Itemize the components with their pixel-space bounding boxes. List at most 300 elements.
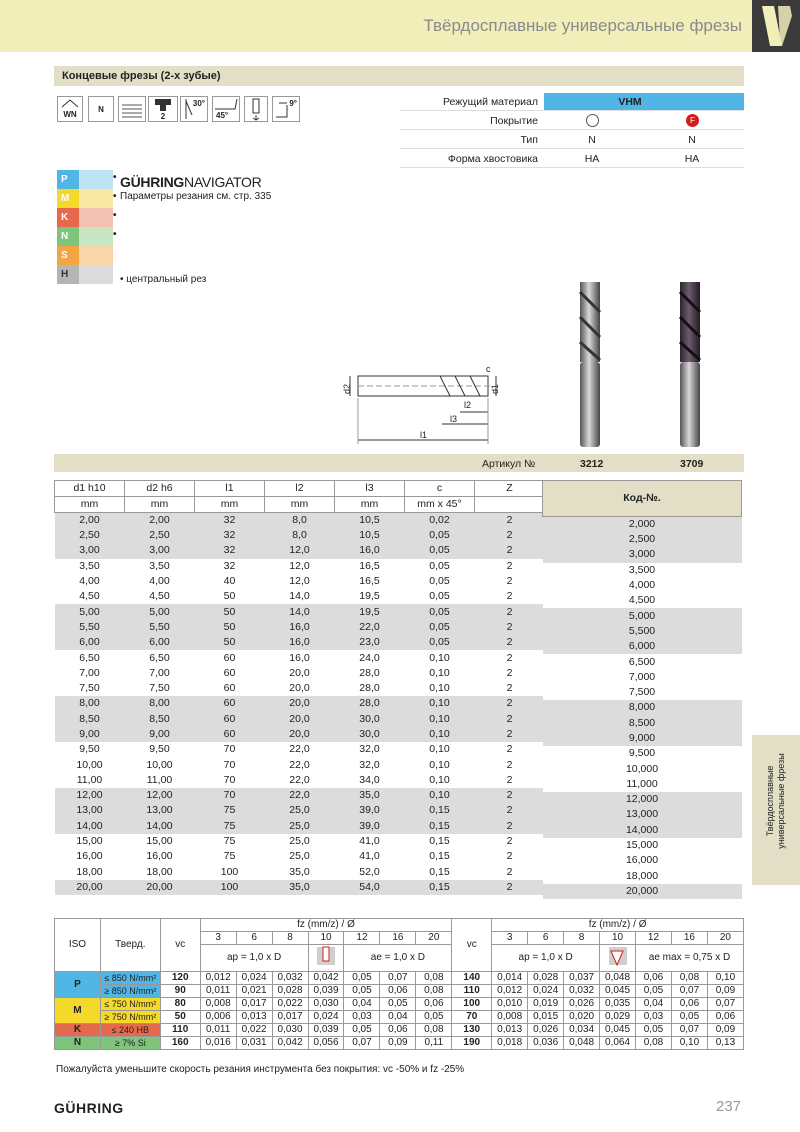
table-cell: 2	[506, 529, 513, 542]
cutting-row	[55, 1037, 744, 1050]
table-cell: 0,05	[429, 636, 450, 649]
table-cell: 0,10	[429, 728, 450, 740]
table-cell: 100	[220, 865, 239, 878]
table-cell: 20,00	[146, 880, 173, 893]
fz-cell: 0,032	[564, 985, 600, 998]
table-cell: 0,05	[429, 529, 450, 542]
table-cell: 2	[506, 590, 513, 603]
table-cell: 13,00	[76, 804, 103, 817]
table-cell: 60	[223, 682, 236, 695]
table-cell: 6,50	[79, 651, 100, 664]
center-cut-note: • центральный рез	[120, 274, 207, 285]
fz-cell: 0,012	[200, 972, 236, 985]
table-cell: 18,00	[146, 865, 173, 878]
fz-cell: 0,028	[528, 972, 564, 985]
iso-group-n	[57, 227, 117, 246]
table-cell: 75	[223, 835, 236, 848]
table-row	[55, 528, 545, 543]
prop-row-type	[400, 131, 744, 149]
table-cell: 8,50	[149, 712, 170, 725]
fz-cell: 0,028	[272, 985, 308, 998]
fz-cell: 0,011	[200, 985, 236, 998]
code-cell[interactable]: 7,000	[628, 670, 656, 683]
table-cell: 34,0	[359, 773, 380, 786]
fz-cell: 0,09	[380, 1037, 416, 1050]
fz-cell: 0,022	[272, 998, 308, 1011]
iso-group-m	[57, 189, 117, 208]
vc-cell: 110	[452, 985, 492, 998]
table-cell: 60	[223, 697, 236, 710]
table-cell: 5,50	[79, 620, 100, 633]
table-cell: 32,0	[359, 758, 380, 771]
table-row	[55, 513, 545, 529]
vc-cell: 190	[452, 1037, 492, 1050]
prop-row-shank	[400, 150, 744, 168]
iso-group-cell: M	[55, 998, 101, 1024]
fz-cell: 0,03	[344, 1011, 380, 1024]
table-cell: 52,0	[359, 865, 380, 878]
table-cell: 5,00	[79, 605, 100, 618]
table-cell: 60	[223, 712, 236, 725]
table-cell: 0,10	[429, 789, 450, 802]
table-cell: 8,50	[79, 712, 100, 725]
prop-label: Режущий материал	[443, 96, 538, 108]
fz-cell: 0,05	[344, 972, 380, 985]
side-tab-label: Твёрдосплавные универсальные фрезы	[765, 753, 786, 849]
table-cell: 0,10	[429, 651, 450, 664]
fz-cell: 0,013	[236, 1011, 272, 1024]
code-cell[interactable]: 7,500	[628, 686, 656, 699]
vc-header: vc	[452, 919, 492, 972]
table-cell: 19,5	[359, 590, 380, 603]
fz-cell: 0,014	[492, 972, 528, 985]
column-header: l1	[195, 481, 265, 497]
table-cell: 16,0	[289, 620, 310, 633]
fz-cell: 0,064	[600, 1037, 636, 1050]
code-cell[interactable]: 3,500	[628, 563, 656, 576]
fz-cell: 0,09	[707, 985, 743, 998]
coating-f-icon: F	[686, 114, 699, 127]
table-cell: 0,10	[429, 773, 450, 786]
fz-cell: 0,030	[308, 998, 344, 1011]
code-row	[543, 608, 742, 623]
table-cell: 0,10	[429, 743, 450, 756]
fz-cell: 0,030	[272, 1024, 308, 1037]
table-cell: 2,50	[149, 529, 170, 542]
iso-key: H	[61, 269, 69, 280]
table-cell: 16,0	[289, 651, 310, 664]
table-cell: 9,00	[79, 728, 100, 740]
tool-photo-coated	[670, 282, 710, 447]
diameter-header: 10	[308, 932, 344, 945]
code-cell[interactable]: 5,000	[628, 609, 656, 622]
fz-cell: 0,048	[600, 972, 636, 985]
column-header: d1 h10	[55, 481, 125, 497]
page-number: 237	[716, 1098, 742, 1115]
iso-key: S	[61, 250, 68, 261]
table-cell: 60	[223, 666, 236, 679]
table-row	[55, 773, 545, 788]
side-tab	[752, 735, 800, 885]
chamfer-45-icon: 45°	[212, 96, 240, 122]
table-cell: 30,0	[359, 712, 380, 725]
table-cell: 11,00	[146, 773, 173, 786]
column-unit: mm	[335, 497, 405, 513]
table-cell: 0,15	[429, 819, 450, 832]
code-row	[543, 578, 742, 593]
center-cut-icon	[244, 96, 268, 122]
vc-cell: 110	[160, 1024, 200, 1037]
code-cell[interactable]: 9,000	[628, 732, 656, 744]
article-label: Артикул №	[482, 458, 536, 470]
table-cell: 0,05	[429, 605, 450, 618]
fz-cell: 0,037	[564, 972, 600, 985]
iso-key: K	[61, 212, 69, 223]
diameter-header: 3	[200, 932, 236, 945]
vc-cell: 130	[452, 1024, 492, 1037]
fz-cell: 0,008	[200, 998, 236, 1011]
hardness-cell: ≤ 240 HB	[100, 1024, 160, 1037]
article-bar	[54, 454, 744, 472]
table-cell: 70	[223, 773, 236, 786]
code-header: Код-№.	[543, 481, 742, 517]
fz-cell: 0,056	[308, 1037, 344, 1050]
diameter-header: 3	[492, 932, 528, 945]
table-cell: 22,0	[289, 758, 310, 771]
table-row	[55, 803, 545, 818]
fz-cell: 0,018	[492, 1037, 528, 1050]
table-cell: 13,00	[146, 804, 173, 817]
cutting-row	[55, 1024, 744, 1037]
table-cell: 2,00	[79, 514, 100, 526]
fz-cell: 0,045	[600, 1024, 636, 1037]
fz-cell: 0,026	[564, 998, 600, 1011]
table-cell: 5,50	[149, 620, 170, 633]
table-cell: 9,50	[149, 743, 170, 756]
table-cell: 12,00	[76, 789, 103, 802]
table-cell: 9,50	[79, 743, 100, 756]
code-cell[interactable]: 14,000	[625, 823, 659, 836]
code-row	[543, 532, 742, 547]
code-cell[interactable]: 4,500	[628, 594, 656, 607]
code-cell[interactable]: 20,000	[625, 884, 659, 897]
cutting-note: Пожалуйста уменьшите скорость резания инструмента без покрытия: vc -50% и fz -25%	[56, 1064, 465, 1075]
table-cell: 0,05	[429, 544, 450, 557]
code-cell[interactable]: 3,000	[628, 548, 656, 561]
fz-header: fz (mm/z) / Ø	[492, 919, 744, 932]
label-l1: l1	[420, 430, 428, 440]
hardness-cell: ≥ 7% Si	[100, 1037, 160, 1050]
table-cell: 50	[223, 620, 236, 633]
fz-cell: 0,06	[416, 998, 452, 1011]
table-cell: 35,0	[289, 865, 310, 878]
table-cell: 0,10	[429, 682, 450, 695]
label-l3: l3	[450, 414, 458, 424]
table-cell: 0,10	[429, 712, 450, 725]
code-row	[543, 700, 742, 715]
code-cell[interactable]: 11,000	[626, 777, 658, 790]
vc-cell: 160	[160, 1037, 200, 1050]
fz-cell: 0,045	[600, 985, 636, 998]
table-cell: 0,15	[429, 850, 450, 863]
table-cell: 75	[223, 804, 236, 817]
table-cell: 2	[506, 514, 513, 526]
table-cell: 2	[506, 758, 513, 771]
code-row	[543, 654, 742, 669]
ap-left: ap = 1,0 x D	[200, 945, 308, 972]
table-cell: 2,00	[149, 514, 170, 526]
code-row	[543, 869, 742, 884]
code-row	[543, 761, 742, 776]
code-row	[543, 884, 742, 899]
iso-suitable-dot: •	[113, 210, 117, 221]
fz-cell: 0,07	[707, 998, 743, 1011]
code-row	[543, 593, 742, 608]
code-cell[interactable]: 10,000	[625, 762, 659, 775]
fz-cell: 0,04	[344, 998, 380, 1011]
n-type-icon: N	[88, 96, 114, 122]
cutting-table	[54, 918, 744, 1050]
prop-value-2: N	[688, 134, 696, 146]
diameter-header: 16	[671, 932, 707, 945]
table-cell: 0,10	[429, 666, 450, 679]
helix-30-icon: 30°	[180, 96, 208, 122]
table-cell: 54,0	[359, 880, 380, 893]
table-cell: 12,0	[289, 544, 310, 557]
table-cell: 3,50	[149, 559, 170, 572]
code-cell[interactable]: 5,500	[628, 624, 656, 637]
iso-group-h	[57, 265, 113, 284]
table-cell: 2	[506, 697, 513, 710]
iso-group-k	[57, 208, 117, 227]
table-cell: 2	[506, 773, 513, 786]
table-cell: 70	[223, 758, 236, 771]
table-cell: 20,0	[289, 728, 310, 740]
table-cell: 28,0	[359, 697, 380, 710]
fz-cell: 0,08	[416, 985, 452, 998]
brand-stripes-icon	[752, 0, 800, 52]
fz-cell: 0,08	[671, 972, 707, 985]
code-row	[543, 823, 742, 838]
table-cell: 20,0	[289, 712, 310, 725]
side-cut-icon	[600, 945, 636, 972]
table-cell: 35,0	[359, 789, 380, 802]
table-row	[55, 727, 545, 742]
table-row	[55, 696, 545, 711]
table-row	[55, 559, 545, 574]
column-header: l3	[335, 481, 405, 497]
vc-cell: 140	[452, 972, 492, 985]
code-cell[interactable]: 8,500	[628, 716, 656, 729]
table-cell: 0,05	[429, 620, 450, 633]
iso-key: N	[61, 231, 69, 242]
table-cell: 22,0	[289, 773, 310, 786]
table-cell: 2	[506, 666, 513, 679]
table-cell: 14,0	[289, 590, 310, 603]
table-cell: 25,0	[289, 835, 310, 848]
table-row	[55, 620, 545, 635]
fz-cell: 0,04	[636, 998, 672, 1011]
table-cell: 0,05	[429, 575, 450, 588]
column-header: Z	[475, 481, 545, 497]
table-cell: 2	[506, 636, 513, 649]
code-cell[interactable]: 8,000	[628, 701, 656, 714]
table-cell: 23,0	[359, 636, 380, 649]
table-cell: 18,00	[76, 865, 103, 878]
iso-group-cell: N	[55, 1037, 101, 1050]
fz-cell: 0,07	[380, 972, 416, 985]
table-cell: 32	[223, 559, 236, 572]
fz-cell: 0,05	[416, 1011, 452, 1024]
fz-cell: 0,13	[707, 1037, 743, 1050]
surface-icon	[118, 96, 146, 122]
fz-cell: 0,039	[308, 985, 344, 998]
cutting-row	[55, 985, 744, 998]
table-cell: 2	[506, 835, 513, 848]
prop-value-1: VHM	[618, 96, 642, 108]
table-cell: 39,0	[359, 804, 380, 817]
table-cell: 8,00	[79, 697, 100, 710]
table-cell: 2	[506, 559, 513, 572]
table-cell: 41,0	[359, 835, 380, 848]
fz-cell: 0,020	[564, 1011, 600, 1024]
hardness-cell: ≥ 850 N/mm²	[100, 985, 160, 998]
fz-cell: 0,08	[416, 972, 452, 985]
side-mill-icon	[607, 945, 629, 967]
table-cell: 39,0	[359, 819, 380, 832]
fz-cell: 0,032	[272, 972, 308, 985]
table-cell: 2	[506, 728, 513, 740]
ap-right: ap = 1,0 x D	[492, 945, 600, 972]
fz-cell: 0,06	[671, 998, 707, 1011]
table-row	[55, 834, 545, 849]
table-cell: 12,0	[289, 575, 310, 588]
label-d2: d2	[342, 383, 353, 395]
table-row	[55, 742, 545, 757]
table-cell: 6,00	[79, 636, 100, 649]
code-cell[interactable]: 6,000	[628, 640, 656, 653]
table-cell: 15,00	[146, 835, 173, 848]
table-cell: 32	[223, 529, 236, 542]
ramp-9-icon: 9°	[272, 96, 300, 122]
prop-label: Форма хвостовика	[447, 153, 538, 165]
table-cell: 0,10	[429, 697, 450, 710]
table-row	[55, 712, 545, 727]
prop-value-2: HA	[684, 153, 700, 165]
code-cell[interactable]: 2,500	[628, 533, 656, 546]
table-cell: 19,5	[359, 605, 380, 618]
fz-cell: 0,042	[308, 972, 344, 985]
cutting-row	[55, 998, 744, 1011]
code-cell[interactable]: 12,000	[625, 793, 659, 806]
code-cell[interactable]: 15,000	[625, 839, 659, 852]
fz-cell: 0,08	[636, 1037, 672, 1050]
table-cell: 10,00	[146, 758, 173, 771]
iso-group-p	[57, 170, 117, 189]
table-cell: 2	[506, 865, 513, 878]
code-row	[543, 685, 742, 700]
column-header: d2 h6	[125, 481, 195, 497]
table-cell: 4,50	[149, 590, 170, 603]
column-unit: mm x 45°	[405, 497, 475, 513]
column-unit: mm	[125, 497, 195, 513]
code-row	[543, 777, 742, 792]
section-title: Концевые фрезы (2-х зубые)	[54, 66, 744, 86]
fz-cell: 0,08	[416, 1024, 452, 1037]
code-cell[interactable]: 9,500	[628, 747, 656, 760]
diameter-header: 20	[416, 932, 452, 945]
fz-cell: 0,042	[272, 1037, 308, 1050]
column-unit	[475, 497, 545, 513]
iso-header: ISO	[55, 919, 101, 972]
diameter-header: 8	[564, 932, 600, 945]
code-cell[interactable]: 18,000	[625, 869, 659, 882]
table-cell: 32,0	[359, 743, 380, 756]
fz-cell: 0,039	[308, 1024, 344, 1037]
fz-cell: 0,024	[308, 1011, 344, 1024]
fz-cell: 0,05	[380, 998, 416, 1011]
table-cell: 22,0	[359, 620, 380, 633]
table-cell: 20,0	[289, 697, 310, 710]
table-cell: 7,00	[149, 666, 170, 679]
table-cell: 16,0	[289, 636, 310, 649]
table-cell: 11,00	[76, 773, 103, 786]
table-row	[55, 666, 545, 681]
fz-header: fz (mm/z) / Ø	[200, 919, 452, 932]
table-cell: 16,5	[359, 559, 380, 572]
table-cell: 2	[506, 743, 513, 756]
code-cell[interactable]: 6,500	[628, 655, 656, 668]
code-row	[543, 716, 742, 731]
table-cell: 20,00	[76, 880, 103, 893]
table-cell: 0,15	[429, 804, 450, 817]
fz-cell: 0,012	[492, 985, 528, 998]
code-cell[interactable]: 2,000	[628, 518, 656, 530]
table-cell: 32	[223, 544, 236, 557]
article-3709: 3709	[680, 458, 704, 470]
slot-icon	[315, 945, 337, 967]
vc-cell: 50	[160, 1011, 200, 1024]
column-unit: mm	[265, 497, 335, 513]
table-cell: 24,0	[359, 651, 380, 664]
code-cell[interactable]: 16,000	[625, 854, 659, 867]
code-row	[543, 792, 742, 807]
table-cell: 0,15	[429, 835, 450, 848]
table-cell: 8,0	[292, 514, 307, 526]
fz-cell: 0,031	[236, 1037, 272, 1050]
table-row	[55, 574, 545, 589]
ae-left: ae = 1,0 x D	[344, 945, 452, 972]
fz-cell: 0,06	[636, 972, 672, 985]
table-cell: 10,5	[359, 529, 380, 542]
iso-suitable-dot: •	[113, 191, 117, 202]
table-cell: 10,00	[76, 758, 103, 771]
page-title: Твёрдосплавные универсальные фрезы	[423, 16, 742, 35]
table-cell: 14,0	[289, 605, 310, 618]
fz-cell: 0,07	[344, 1037, 380, 1050]
fz-cell: 0,03	[636, 1011, 672, 1024]
label-d1: d1	[490, 383, 501, 395]
slot-cut-icon	[308, 945, 344, 972]
table-cell: 28,0	[359, 666, 380, 679]
code-cell[interactable]: 4,000	[628, 579, 656, 592]
code-cell[interactable]: 13,000	[625, 808, 659, 821]
code-row	[543, 670, 742, 685]
table-cell: 12,00	[146, 789, 173, 802]
cutting-row	[55, 972, 744, 985]
vc-header: vc	[160, 919, 200, 972]
table-cell: 0,05	[429, 590, 450, 603]
